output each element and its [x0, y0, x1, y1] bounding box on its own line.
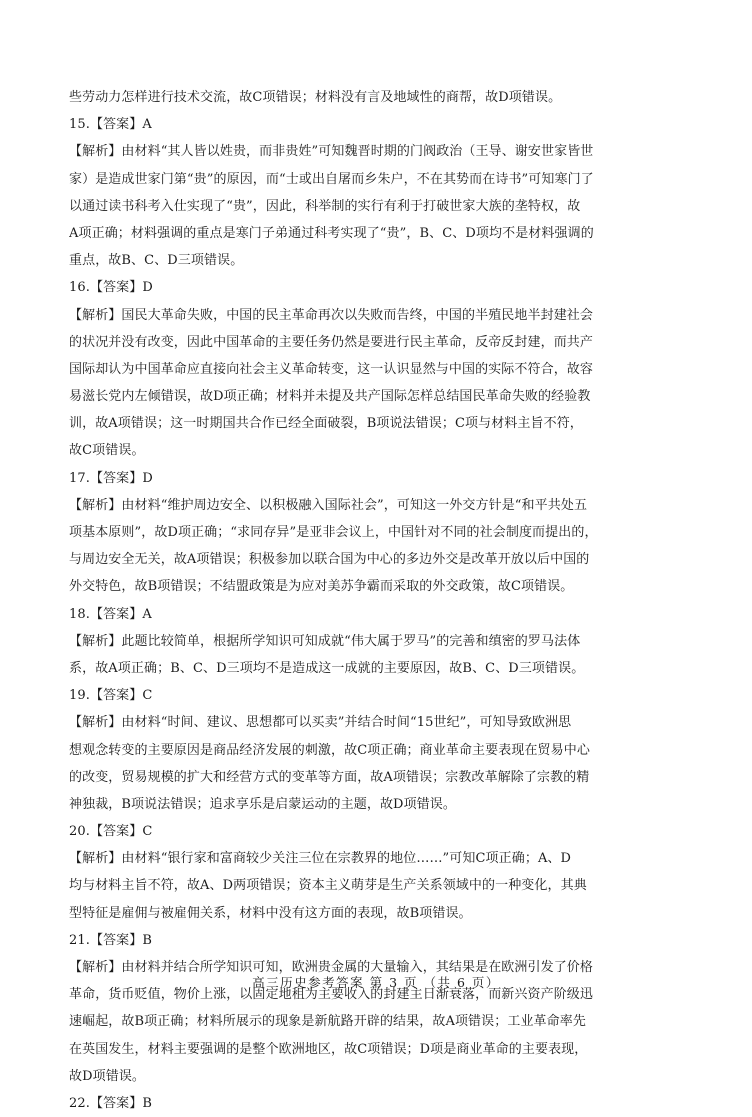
- answer-heading: 17.【答案】D: [69, 470, 153, 486]
- text-line: 国际却认为中国革命应直接向社会主义革命转变，这一认识显然与中国的实际不符合，故容: [69, 361, 594, 377]
- text-line: 【解析】由材料“维护周边安全、以积极融入国际社会”，可知这一外交方针是“和平共处五: [69, 497, 588, 513]
- answer-heading: 15.【答案】A: [69, 117, 152, 133]
- text-line: 型特征是雇佣与被雇佣关系，材料中没有这方面的表现，故B项错误。: [69, 905, 472, 921]
- text-line: 外交特色，故B项错误；不结盟政策是为应对美苏争霸而采取的外交政策，故C项错误。: [69, 579, 574, 595]
- text-line: 训，故A项错误；这一时期国共合作已经全面破裂，B项说法错误；C项与材料主旨不符，: [69, 416, 583, 432]
- text-line: 神独裁，B项说法错误；追求享乐是启蒙运动的主题，故D项错误。: [69, 796, 456, 812]
- text-line: 速崛起，故B项正确；材料所展示的现象是新航路开辟的结果，故A项错误；工业革命率先: [69, 1014, 586, 1030]
- text-line: 与周边安全无关，故A项错误；积极参加以联合国为中心的多边外交是改革开放以后中国的: [69, 552, 590, 568]
- page-footer: 高三历史参考答案 第 3 页 （共 6 页）: [252, 975, 500, 990]
- text-line: 的改变，贸易规模的扩大和经营方式的变革等方面，故A项错误；宗教改革解除了宗教的精: [69, 769, 590, 785]
- text-line: 【解析】国民大革命失败，中国的民主革命再次以失败而告终，中国的半殖民地半封建社会: [69, 307, 594, 323]
- text-line: 在英国发生，材料主要强调的是整个欧洲地区，故C项错误；D项是商业革命的主要表现，: [69, 1041, 588, 1057]
- text-line: 故C项错误。: [69, 443, 145, 459]
- answer-heading: 21.【答案】B: [69, 932, 153, 948]
- text-line: 故D项错误。: [69, 1068, 146, 1084]
- answer-heading: 22.【答案】B: [69, 1095, 153, 1111]
- text-line: 的状况并没有改变，因此中国革命的主要任务仍然是要进行民主革命，反帝反封建，而共产: [69, 334, 594, 350]
- answer-heading: 16.【答案】D: [69, 280, 153, 296]
- text-line: 些劳动力怎样进行技术交流，故C项错误；材料没有言及地域性的商帮，故D项错误。: [69, 90, 562, 105]
- text-line: 易滋长党内左倾错误，故D项正确；材料并未提及共产国际怎样总结国民革命失败的经验教: [69, 389, 591, 405]
- text-line: 均与材料主旨不符，故A、D两项错误；资本主义萌芽是生产关系领域中的一种变化，其典: [69, 878, 587, 894]
- text-line: 项基本原则”，故D项正确；“求同存异”是亚非会议上，中国针对不同的社会制度而提出的，: [69, 525, 598, 540]
- text-line: A项正确；材料强调的重点是寒门子弟通过科考实现了“贵”，B、C、D项均不是材料强调的: [69, 225, 594, 241]
- answer-heading: 19.【答案】C: [69, 688, 153, 704]
- text-line: 【解析】由材料“其人皆以姓贵，而非贵姓”可知魏晋时期的门阀政治（王导、谢安世家皆世: [69, 144, 594, 160]
- answer-heading: 20.【答案】C: [69, 824, 153, 840]
- text-line: 【解析】由材料并结合所学知识可知，欧洲贵金属的大量输入，其结果是在欧洲引发了价格: [69, 960, 594, 975]
- text-line: 以通过读书科考入仕实现了“贵”，因此，科举制的实行有利于打破世家大族的垄特权，故: [69, 198, 581, 214]
- text-line: 想观念转变的主要原因是商品经济发展的刺激，故C项正确；商业革命主要表现在贸易中心: [69, 742, 590, 758]
- text-line: 系，故A项正确；B、C、D三项均不是造成这一成就的主要原因，故B、C、D三项错误。: [69, 660, 585, 676]
- text-line: 【解析】由材料“银行家和富商较少关注三位在宗教界的地位……”可知C项正确；A、D: [69, 851, 572, 867]
- answer-heading: 18.【答案】A: [69, 606, 152, 622]
- answer-key-body: [69, 84, 687, 1117]
- text-line: 家）是造成世家门第“贵”的原因，而“士或出自屠而乡朱户，不在其势而在诗书”可知寒门了: [69, 171, 594, 187]
- text-line: 【解析】由材料“时间、建议、思想都可以买卖”并结合时间“15世纪”，可知导致欧洲思: [69, 715, 572, 731]
- text-line: 革命，货币贬值，物价上涨，以固定地租为主要收入的封建主日渐衰落，而新兴资产阶级迅: [69, 987, 594, 1003]
- text-line: 重点，故B、C、D三项错误。: [69, 253, 244, 269]
- text-line: 【解析】此题比较简单，根据所学知识可知成就“伟大属于罗马”的完善和缜密的罗马法体: [69, 633, 581, 649]
